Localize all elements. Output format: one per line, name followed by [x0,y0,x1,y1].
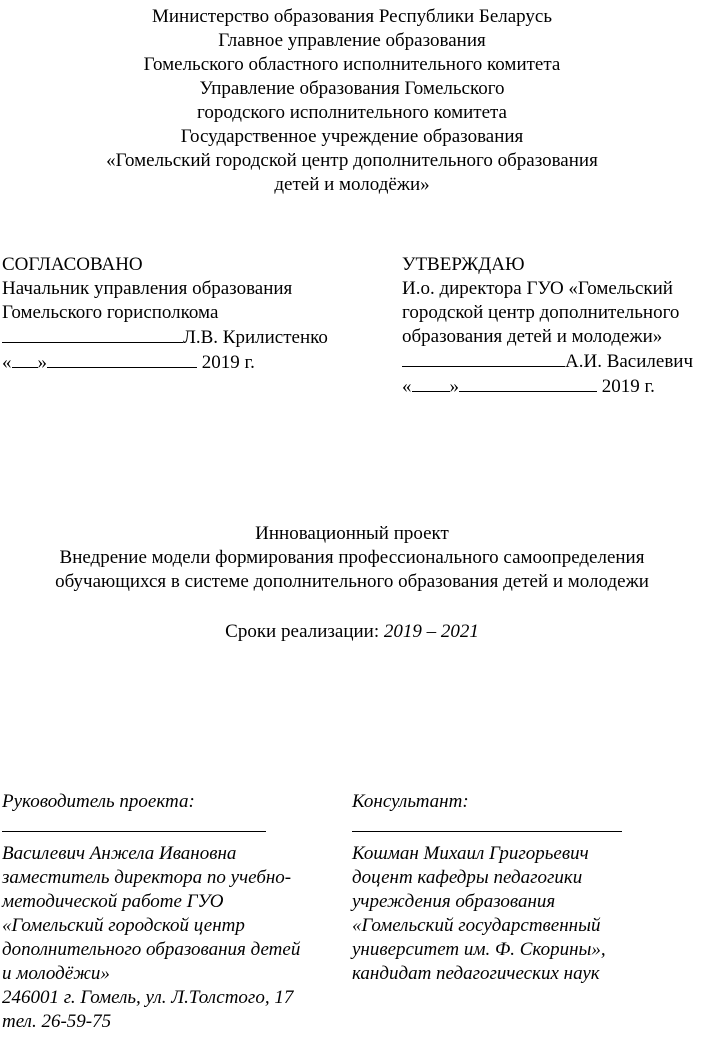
consultant-line: Кошман Михаил Григорьевич [352,843,589,864]
header-line: Управление образования Гомельского [199,78,505,99]
leader-line: тел. 26-59-75 [2,1011,112,1032]
header-line: Государственное учреждение образования [180,126,524,147]
approve-signature-name: А.И. Василевич [565,351,694,372]
consultant-line: учреждения образования [352,891,556,912]
agreed-position: Начальник управления образования [2,278,293,299]
project-leader-block [2,790,300,1034]
approve-organization-line: образования детей и молодежи» [402,326,663,347]
consultant-line: университет им. Ф. Скорины», [352,939,606,960]
consultant-line: кандидат педагогических наук [352,963,600,984]
project-title: Инновационный проект [255,523,449,544]
consultant-line: доцент кафедры педагогики [352,867,583,888]
agreed-date-line: « » 2019 г. [2,352,255,373]
project-terms [0,620,704,644]
leader-line: дополнительного образования детей [2,939,301,960]
approve-organization-line: городской центр дополнительного [402,302,680,323]
agreed-title: СОГЛАСОВАНО [2,254,143,275]
agreed-organization: Гомельского горисполкома [2,302,219,323]
leader-line: и молодёжи» [2,963,110,984]
leader-label: Руководитель проекта: [2,791,195,812]
terms-label: Сроки реализации: [225,621,384,642]
consultant-signature-line [352,830,622,832]
agreed-signature-line [2,325,328,350]
agreed-signature-name: Л.В. Крилистенко [183,327,328,348]
header-line: «Гомельский городской центр дополнительного образования [106,150,598,171]
consultant-label: Консультант: [352,791,469,812]
leader-line: 246001 г. Гомель, ул. Л.Толстого, 17 [2,987,294,1008]
approve-title: УТВЕРЖДАЮ [402,254,525,275]
approve-signature-line [402,349,693,374]
project-subtitle-line: Внедрение модели формирования профессионального самоопределения [59,547,645,568]
approve-date-line: « » 2019 г. [402,376,655,397]
leader-line: методической работе ГУО [2,891,224,912]
header-line: городского исполнительного комитета [197,102,507,123]
project-title-block [0,522,704,594]
leader-line: Василевич Анжела Ивановна [2,843,237,864]
agreed-block [2,253,328,375]
header-line: Гомельского областного исполнительного комитета [143,54,561,75]
header-line: Министерство образования Республики Беларусь [151,6,553,27]
approve-block [402,253,693,399]
approve-position: И.о. директора ГУО «Гомельский [402,278,673,299]
institution-header [0,5,704,197]
leader-signature-line [2,830,266,832]
consultant-line: «Гомельский государственный [352,915,601,936]
consultant-block [352,790,622,986]
leader-line: «Гомельский городской центр [2,915,245,936]
leader-line: заместитель директора по учебно- [2,867,292,888]
terms-value: 2019 – 2021 [383,621,479,642]
project-subtitle-line: обучающихся в системе дополнительного образования детей и молодежи [55,571,649,592]
header-line: Главное управление образования [218,30,486,51]
header-line: детей и молодёжи» [274,174,430,195]
